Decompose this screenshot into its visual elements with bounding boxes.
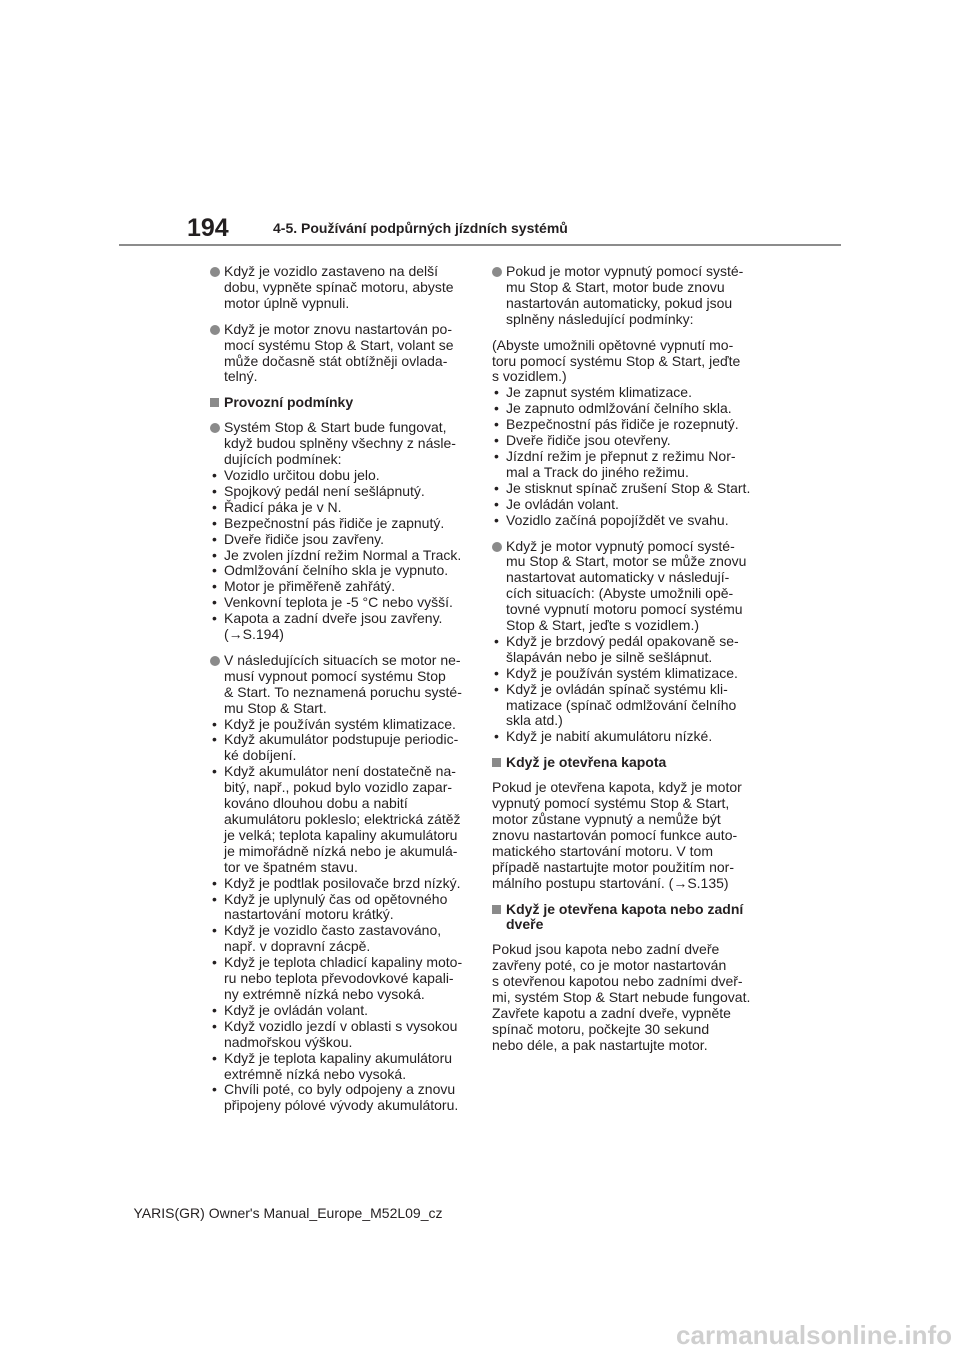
text-line: málního postupu startování. (→S.135) [492,874,729,891]
text-line: Když je používán systém klimatizace. [224,715,456,732]
text-line: ké dobíjení. [224,747,297,764]
list-bullet-icon: • [212,1049,217,1066]
list-bullet-icon: • [212,1081,217,1098]
list [492,634,760,745]
text-line: Když je motor vypnutý pomocí systé- [506,537,735,554]
text-line: Když je teplota chladicí kapaliny moto- [224,954,463,971]
list-item [210,923,472,955]
text-block [210,653,472,1114]
text-block [492,780,760,891]
text-line: Provozní podmínky [224,394,354,411]
text-line: splněny následující podmínky: [506,310,694,327]
text-line: Vozidlo začíná popojíždět ve svahu. [506,511,729,528]
list-bullet-icon: • [212,715,217,732]
text-line: Když je brzdový pedál opakovaně se- [506,632,739,649]
list-item [492,513,760,529]
list-item [210,1003,472,1019]
list-bullet-icon: • [494,479,499,496]
list-bullet-icon: • [212,498,217,515]
list-item [210,548,472,564]
text-block [492,942,760,1053]
text-line: & Start. To neznamená poruchu systé- [224,683,462,700]
text-line: je velká; teplota kapaliny akumulátoru [224,826,458,843]
text-line: Venkovní teplota je -5 °C nebo vyšší. [224,594,453,611]
text-line: Dveře řidiče jsou otevřeny. [506,432,671,449]
text-line: Dveře řidiče jsou zavřeny. [224,530,385,547]
list-item [210,500,472,516]
text-line: Když akumulátor podstupuje periodic- [224,731,459,748]
text-line: nastartování motoru krátký. [224,906,394,923]
list-bullet-icon: • [212,530,217,547]
text-line: Spojkový pedál není sešlápnutý. [224,482,425,499]
text-line: Když je nabití akumulátoru nízké. [506,728,713,745]
list-item [492,401,760,417]
list-item [492,729,760,745]
text-line: spínač motoru, počkejte 30 sekund [492,1020,710,1037]
text-line: kováno dlouhou dobu a nabití [224,795,408,812]
text-line: mu Stop & Start, motor bude znovu [506,278,725,295]
list-bullet-icon: • [494,447,499,464]
list-item [210,595,472,611]
text-line: nastartován automaticky, pokud jsou [506,294,733,311]
text-line: cích situacích: (Abyste umožnili opě- [506,585,734,602]
list-item [492,666,760,682]
text-line: skla atd.) [506,712,563,729]
text-line: je mimořádně nízká nebo je akumulá- [224,842,458,859]
text-block [492,539,760,746]
text-block [492,338,760,529]
text-line: Jízdní režim je přepnut z režimu Nor- [506,447,736,464]
text-line: s otevřenou kapotou nebo zadními dveř- [492,973,743,990]
text-line: Je ovládán volant. [506,495,619,512]
list-item [210,876,472,892]
list-bullet-icon: • [494,632,499,649]
list-bullet-icon: • [212,890,217,907]
text-line: šlapáván nebo je silně sešlápnut. [506,648,713,665]
text-line: zavřeny poté, co je motor nastartován [492,957,727,974]
text-line: nebo déle, a pak nastartujte motor. [492,1036,708,1053]
list-item [210,1051,472,1083]
list-bullet-icon: • [212,482,217,499]
list-item [210,468,472,484]
text-line: např. v dopravní zácpě. [224,938,371,955]
left-column [210,264,472,1124]
text-line: dveře [506,916,544,933]
text-block [492,264,760,328]
text-line: Pokud je motor vypnutý pomocí systé- [506,263,744,279]
list-bullet-icon: • [494,511,499,528]
text-line: Je zvolen jízdní režim Normal a Track. [224,546,462,563]
text-line: Když je vozidlo zastaveno na delší [224,263,439,279]
text-line: ny extrémně nízká nebo vysoká. [224,985,425,1002]
text-line: Pokud jsou kapota nebo zadní dveře [492,941,720,958]
text-line: extrémně nízká nebo vysoká. [224,1065,407,1082]
list-item [492,417,760,433]
text-line: mocí systému Stop & Start, volant se [224,336,454,353]
square-bullet-icon [210,398,219,407]
text-line: Vozidlo určitou dobu jelo. [224,466,380,483]
right-column [492,264,760,1064]
text-line: V následujících situacích se motor ne- [224,651,461,668]
list-item [210,579,472,595]
text-line: Bezpečnostní pás řidiče je zapnutý. [224,514,445,531]
watermark: carmanualsonline.info [676,1320,952,1350]
list-item [210,1019,472,1051]
list-item [492,634,760,666]
section-heading [210,395,472,411]
list-bullet-icon: • [494,680,499,697]
text-line: Bezpečnostní pás řidiče je rozepnutý. [506,416,739,433]
square-bullet-icon [492,905,501,914]
text-line: může dočasně stát obtížněji ovlada- [224,352,448,369]
text-line: Když je vozidlo často zastavováno, [224,922,442,939]
section-title: 4-5. Používání podpůrných jízdních systémů [273,220,568,236]
list-bullet-icon: • [212,610,217,627]
text-line: Když vozidlo jezdí v oblasti s vysokou [224,1017,458,1034]
list-bullet-icon: • [212,578,217,595]
text-line: vypnutý pomocí systému Stop & Start, [492,795,730,812]
list-bullet-icon: • [212,514,217,531]
text-line: Zavřete kapotu a zadní dveře, vypněte [492,1004,731,1021]
text-line: nastartovat automaticky v následují- [506,569,730,586]
text-line: telný. [224,368,258,385]
text-block [210,322,472,386]
list-bullet-icon: • [212,546,217,563]
list-item [210,516,472,532]
list-item [210,892,472,924]
text-line: Odmlžování čelního skla je vypnuto. [224,562,449,579]
page-number: 194 [187,214,229,242]
text-block [210,264,472,312]
list-bullet-icon: • [212,1017,217,1034]
text-line: znovu nastartován pomocí funkce auto- [492,826,738,843]
text-line: Je zapnuto odmlžování čelního skla. [506,400,732,417]
text-line: matizace (spínač odmlžování čelního [506,696,737,713]
text-line: případě nastartujte motor použitím nor- [492,858,735,875]
list-bullet-icon: • [212,1001,217,1018]
list-item [210,484,472,500]
text-line: připojeny pólové vývody akumulátoru. [224,1097,459,1114]
text-line: Řadicí páka je v N. [224,498,342,515]
list [492,385,760,528]
list-bullet-icon: • [212,874,217,891]
list-bullet-icon: • [494,728,499,745]
list-bullet-icon: • [494,495,499,512]
text-line: Systém Stop & Start bude fungovat, [224,419,447,436]
list-item [210,611,472,643]
list-item [210,1082,472,1114]
page-header [0,0,960,280]
bullet-dot-icon [210,656,220,666]
list-bullet-icon: • [212,562,217,579]
text-line: Kapota a zadní dveře jsou zavřeny. [224,610,443,627]
text-line: Stop & Start, jeďte s vozidlem.) [506,617,700,634]
list-bullet-icon: • [494,664,499,681]
list-item [492,449,760,481]
text-line: toru pomocí systému Stop & Start, jeďte [492,352,741,369]
text-line: Když je ovládán spínač systému kli- [506,680,728,697]
text-line: Když je motor znovu nastartován po- [224,320,453,337]
text-line: Když akumulátor není dostatečně na- [224,763,456,780]
text-line: s vozidlem.) [492,368,567,385]
text-line: Motor je přiměřeně zahřátý. [224,578,396,595]
list [210,717,472,1115]
text-line: ru nebo teplota převodovkové kapali- [224,970,454,987]
bullet-dot-icon [492,542,502,552]
text-line: Pokud je otevřena kapota, když je motor [492,779,742,796]
list-item [210,532,472,548]
text-line: Když je uplynulý čas od opětovného [224,890,448,907]
list-item [210,732,472,764]
list-item [492,682,760,730]
list-item [492,433,760,449]
list-item [492,497,760,513]
list-item [492,385,760,401]
list-bullet-icon: • [212,731,217,748]
list-item [210,955,472,1003]
text-line: když budou splněny všechny z násle- [224,435,456,452]
text-line: nadmořskou výškou. [224,1033,353,1050]
text-line: Chvíli poté, co byly odpojeny a znovu [224,1081,456,1098]
text-line: Když je teplota kapaliny akumulátoru [224,1049,453,1066]
text-line: akumulátoru pokleslo; elektrická zátěž [224,811,461,827]
list-bullet-icon: • [212,922,217,939]
text-block [210,420,472,643]
text-line: motor zůstane vypnutý a nemůže být [492,811,721,827]
text-line: dobu, vypněte spínač motoru, abyste [224,278,454,295]
footer-text: YARIS(GR) Owner's Manual_Europe_M52L09_cz [133,1205,443,1221]
text-line: motor úplně vypnuli. [224,294,350,311]
text-line: Když je používán systém klimatizace. [506,664,738,681]
text-line: Je stisknut spínač zrušení Stop & Start. [506,479,751,496]
text-line: Když je otevřena kapota nebo zadní [506,900,744,917]
list-bullet-icon: • [494,400,499,417]
section-heading [492,902,760,934]
page-footer [0,1204,960,1222]
text-line: (→S.194) [224,626,284,643]
list-bullet-icon: • [212,594,217,611]
text-line: matického startování motoru. V tom [492,842,713,859]
text-line: Je zapnut systém klimatizace. [506,384,692,401]
list-item [210,717,472,733]
list-item [210,563,472,579]
bullet-dot-icon [492,267,502,277]
text-line: mu Stop & Start, motor se může znovu [506,553,747,570]
list [210,468,472,643]
text-line: musí vypnout pomocí systému Stop [224,667,446,684]
bullet-dot-icon [210,325,220,335]
list-bullet-icon: • [212,763,217,780]
text-line: tor ve špatném stavu. [224,858,358,875]
text-line: tovné vypnutí motoru pomocí systému [506,601,743,618]
text-line: mu Stop & Start. [224,699,327,716]
square-bullet-icon [492,758,501,767]
text-line: Když je ovládán volant. [224,1001,368,1018]
list-bullet-icon: • [494,384,499,401]
section-heading [492,755,760,771]
list-bullet-icon: • [212,466,217,483]
header-divider [119,244,841,246]
list-bullet-icon: • [494,432,499,449]
text-line: Když je podtlak posilovače brzd nízký. [224,874,461,891]
bullet-dot-icon [210,267,220,277]
list-item [210,764,472,875]
bullet-dot-icon [210,423,220,433]
text-line: Když je otevřena kapota [506,754,667,771]
text-line: (Abyste umožnili opětovné vypnutí mo- [492,336,734,353]
list-bullet-icon: • [494,416,499,433]
text-line: mi, systém Stop & Start nebude fungovat. [492,989,751,1006]
list-bullet-icon: • [212,954,217,971]
text-line: bitý, např., pokud bylo vozidlo zapar- [224,779,453,796]
text-line: dujících podmínek: [224,451,342,468]
text-line: mal a Track do jiného režimu. [506,463,689,480]
list-item [492,481,760,497]
